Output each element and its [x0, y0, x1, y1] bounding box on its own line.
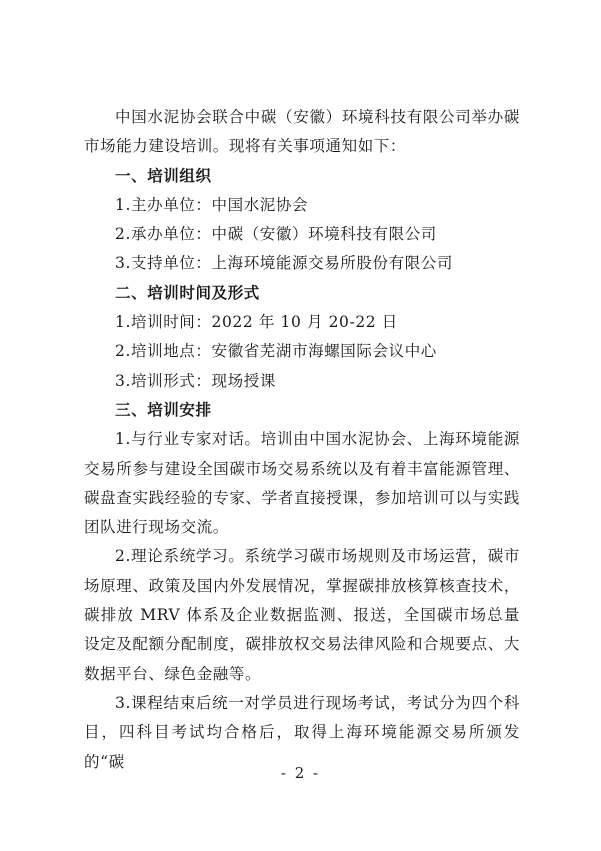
intro-paragraph: 中国水泥协会联合中碳（安徽）环境科技有限公司举办碳市场能力建设培训。现将有关事项通知如下：: [84, 108, 520, 156]
document-body: [84, 103, 520, 777]
list-item: 3.支持单位：上海环境能源交易所股份有限公司: [115, 254, 453, 273]
list-item: 3.课程结束后统一对学员进行现场考试，考试分为四个科目，四科目考试均合格后，取得上海环境能源交易所颁发的“碳: [84, 693, 520, 771]
section-heading-organization: 一、培训组织: [115, 166, 212, 185]
list-item: 1.主办单位：中国水泥协会: [115, 195, 309, 214]
section-heading-arrangement: 三、培训安排: [115, 400, 212, 419]
list-item: 2.培训地点：安徽省芜湖市海螺国际会议中心: [115, 342, 437, 361]
page-number: - 2 -: [280, 764, 321, 782]
list-item: 1.与行业专家对话。培训由中国水泥协会、上海环境能源交易所参与建设全国碳市场交易系统以及有着丰富能源管理、碳盘查实践经验的专家、学者直接授课，参加培训可以与实践团队进行现场交流。: [84, 430, 520, 537]
list-item: 2.承办单位：中碳（安徽）环境科技有限公司: [115, 225, 437, 244]
list-item: 3.培训形式：现场授课: [115, 371, 276, 390]
list-item: 2.理论系统学习。系统学习碳市场规则及市场运营，碳市场原理、政策及国内外发展情况，掌握碳排放核算核查技术，碳排放 MRV 体系及企业数据监测、报送，全国碳市场总量设定及配额分配制度，碳排放权交易法律风险和合规要点、大数据平台、绿色金融等。: [84, 547, 520, 683]
section-heading-time-format: 二、培训时间及形式: [115, 283, 260, 302]
list-item: 1.培训时间：2022 年 10 月 20-22 日: [115, 313, 398, 332]
